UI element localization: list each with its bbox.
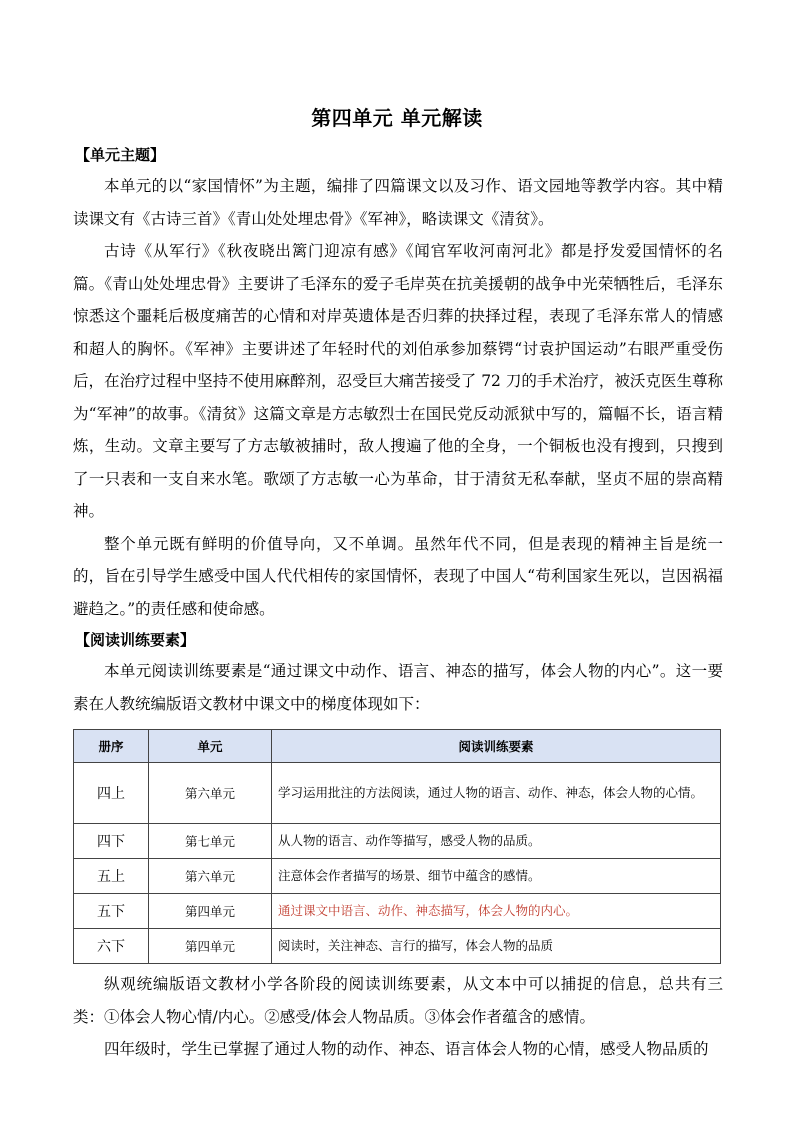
- table-cell-element: 学习运用批注的方法阅读，通过人物的语言、动作、神态，体会人物的心情。: [272, 763, 721, 824]
- table-cell-element: 阅读时，关注神态、言行的描写，体会人物的品质: [272, 929, 721, 964]
- theme-paragraph-3: 整个单元既有鲜明的价值导向，又不单调。虽然年代不同，但是表现的精神主旨是统一的，旨在引导学生感受中国人代代相传的家国情怀，表现了中国人“苟利国家生死以，岂因祸福避趋之。”的责任感和使命感。: [73, 534, 723, 618]
- table-cell-book: 四上: [74, 763, 149, 824]
- theme-paragraph-1: 本单元的以“家国情怀”为主题，编排了四篇课文以及习作、语文园地等教学内容。其中精读课文有《古诗三首》《青山处处埋忠骨》《军神》，略读课文《清贫》。: [73, 177, 723, 228]
- table-header-row: [74, 730, 721, 763]
- table-cell-book: 五上: [74, 859, 149, 894]
- table-cell-unit: 第六单元: [149, 763, 272, 824]
- table-cell-unit: 第四单元: [149, 894, 272, 929]
- table-row: [74, 824, 721, 859]
- section-heading-reading: 【阅读训练要素】: [75, 631, 196, 649]
- reading-intro-paragraph: 本单元阅读训练要素是“通过课文中动作、语言、神态的描写，体会人物的内心”。这一要素在人教统编版语文教材中课文中的梯度体现如下：: [73, 662, 723, 713]
- table-cell-book: 五下: [74, 894, 149, 929]
- table-cell-book: 四下: [74, 824, 149, 859]
- table-cell-unit: 第七单元: [149, 824, 272, 859]
- table-cell-element: 注意体会作者描写的场景、细节中蕴含的感情。: [272, 859, 721, 894]
- theme-paragraph-2: 古诗《从军行》《秋夜晓出篱门迎凉有感》《闻官军收河南河北》都是抒发爱国情怀的名篇。《青山处处埋忠骨》主要讲了毛泽东的爱子毛岸英在抗美援朝的战争中光荣牺牲后，毛泽东惊悉这个噩耗后极度痛苦的心情和对岸英遗体是否归葬的抉择过程，表现了毛泽东常人的情感和超人的胸怀。《军神》主要讲述了年轻时代的刘伯承参加蔡锷“讨袁护国运动”右眼严重受伤后，在治疗过程中坚持不使用麻醉剂，忍受巨大痛苦接受了 72 刀的手术治疗，被沃克医生尊称为“军神”的故事。《清贫》这篇文章是方志敏烈士在国民党反动派狱中写的，篇幅不长，语言精炼，生动。文章主要写了方志敏被捕时，敌人搜遍了他的全身，一个铜板也没有搜到，只搜到了一只表和一支自来水笔。歌颂了方志敏一心为革命，甘于清贫无私奉献，坚贞不屈的崇高精神。: [73, 242, 723, 520]
- table-header-unit: 单元: [149, 730, 272, 763]
- after-table-text: [73, 968, 723, 1066]
- table-cell-element: 通过课文中语言、动作、神态描写，体会人物的内心。: [272, 894, 721, 929]
- table-row: [74, 859, 721, 894]
- page-title: 第四单元 单元解读: [311, 106, 483, 130]
- table-cell-book: 六下: [74, 929, 149, 964]
- table-header-element: 阅读训练要素: [272, 730, 721, 763]
- summary-paragraph: 纵观统编版语文教材小学各阶段的阅读训练要素，从文本中可以捕捉的信息，总共有三类：①体会人物心情/内心。②感受/体会人物品质。③体会作者蕴含的感情。: [73, 975, 723, 1026]
- reading-elements-table: [73, 729, 721, 964]
- table-cell-element: 从人物的语言、动作等描写，感受人物的品质。: [272, 824, 721, 859]
- table-header-book: 册序: [74, 730, 149, 763]
- table-cell-unit: 第四单元: [149, 929, 272, 964]
- document-body: [73, 140, 723, 1066]
- section-heading-theme: 【单元主题】: [75, 146, 166, 164]
- table-row: [74, 929, 721, 964]
- table-row-highlighted: [74, 894, 721, 929]
- grade-four-paragraph: 四年级时，学生已掌握了通过人物的动作、神态、语言体会人物的心情，感受人物品质的: [104, 1040, 709, 1058]
- table-row: [74, 763, 721, 824]
- table-cell-unit: 第六单元: [149, 859, 272, 894]
